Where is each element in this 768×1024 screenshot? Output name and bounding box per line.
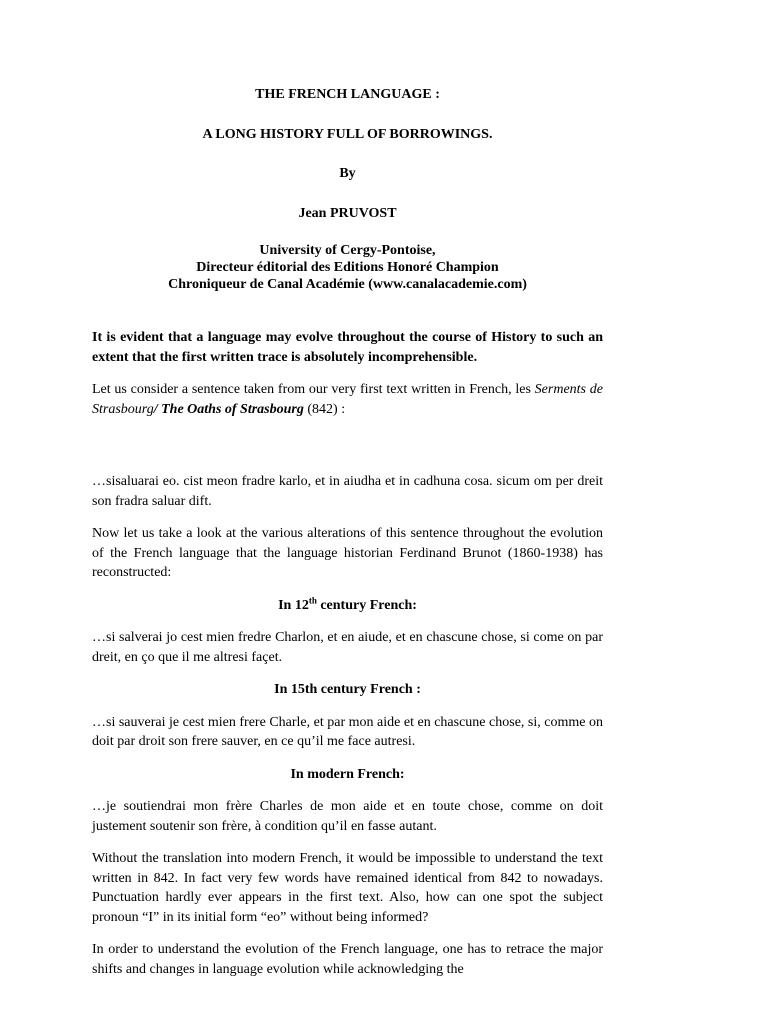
heading-12-superscript: th: [308, 594, 317, 605]
text-modern-french: …je soutiendrai mon frère Charles de mon aide et en toute chose, comme on doit justement soutenir son frère, à condition qu’il en fasse autant.: [92, 799, 603, 834]
intro-paragraph: It is evident that a language may evolve throughout the course of History to such an extent that the first written trace is absolutely incomprehensible.: [92, 330, 603, 365]
author-name: Jean PRUVOST: [298, 205, 397, 221]
heading-12-prefix: In 12: [278, 597, 309, 613]
byline: By: [339, 166, 356, 181]
text-12th-century: …si salverai jo cest mien fredre Charlon, et en aiude, et en chascune chose, si come on par dreit, en ço que il me altresi façet.: [92, 630, 603, 665]
heading-12-suffix: century French:: [316, 597, 417, 613]
section-heading-12th-century: [92, 596, 603, 616]
original-text-paragraph: …sisaluarai eo. cist meon fradre karlo, et in aiudha et in cadhuna cosa. sicum om per dreit son fradra saluar dift.: [92, 474, 603, 509]
section-heading-modern: In modern French:: [290, 766, 405, 782]
document-page: [92, 85, 603, 992]
title-line-1: THE FRENCH LANGUAGE :: [255, 87, 440, 102]
spacer: [92, 432, 603, 472]
translation-paragraph: Without the translation into modern French, it would be impossible to understand the text written in 842. In fact very few words have remained identical from 842 to nowadays. Punctuation hardly ever appears in the first text. Also, how can one spot the subject pronoun “I” in its initial form “eo” without being informed?: [92, 851, 603, 925]
affiliation-director: Directeur éditorial des Editions Honoré Champion: [196, 260, 499, 275]
affiliation-university: University of Cergy-Pontoise,: [259, 243, 436, 258]
section-heading-15th-century: In 15th century French :: [274, 682, 421, 697]
evolution-paragraph: In order to understand the evolution of the French language, one has to retrace the major shifts and changes in language evolution while acknowledging the: [92, 942, 603, 977]
text-15th-century: …si sauverai je cest mien frere Charle, et par mon aide et en chascune chose, si, comme on doit par droit son frere sauver, en ce qu’il me face autresi.: [92, 714, 603, 749]
consider-italic-title: Serments de Strasbourg: [92, 382, 603, 417]
affiliation-block: [92, 242, 603, 293]
consider-tail: (842) :: [303, 401, 346, 417]
affiliation-columnist: Chroniqueur de Canal Académie (www.canalacademie.com): [168, 277, 527, 292]
consider-paragraph: [92, 380, 603, 419]
title-line-2: A LONG HISTORY FULL OF BORROWINGS.: [202, 126, 493, 142]
consider-lead: Let us consider a sentence taken from our very first text written in French, les: [92, 382, 535, 397]
consider-english-title: / The Oaths of Strasbourg: [153, 401, 304, 417]
alterations-paragraph: Now let us take a look at the various alterations of this sentence throughout the evolution of the French language that the language historian Ferdinand Brunot (1860-1938) has reconstructed:: [92, 526, 603, 580]
